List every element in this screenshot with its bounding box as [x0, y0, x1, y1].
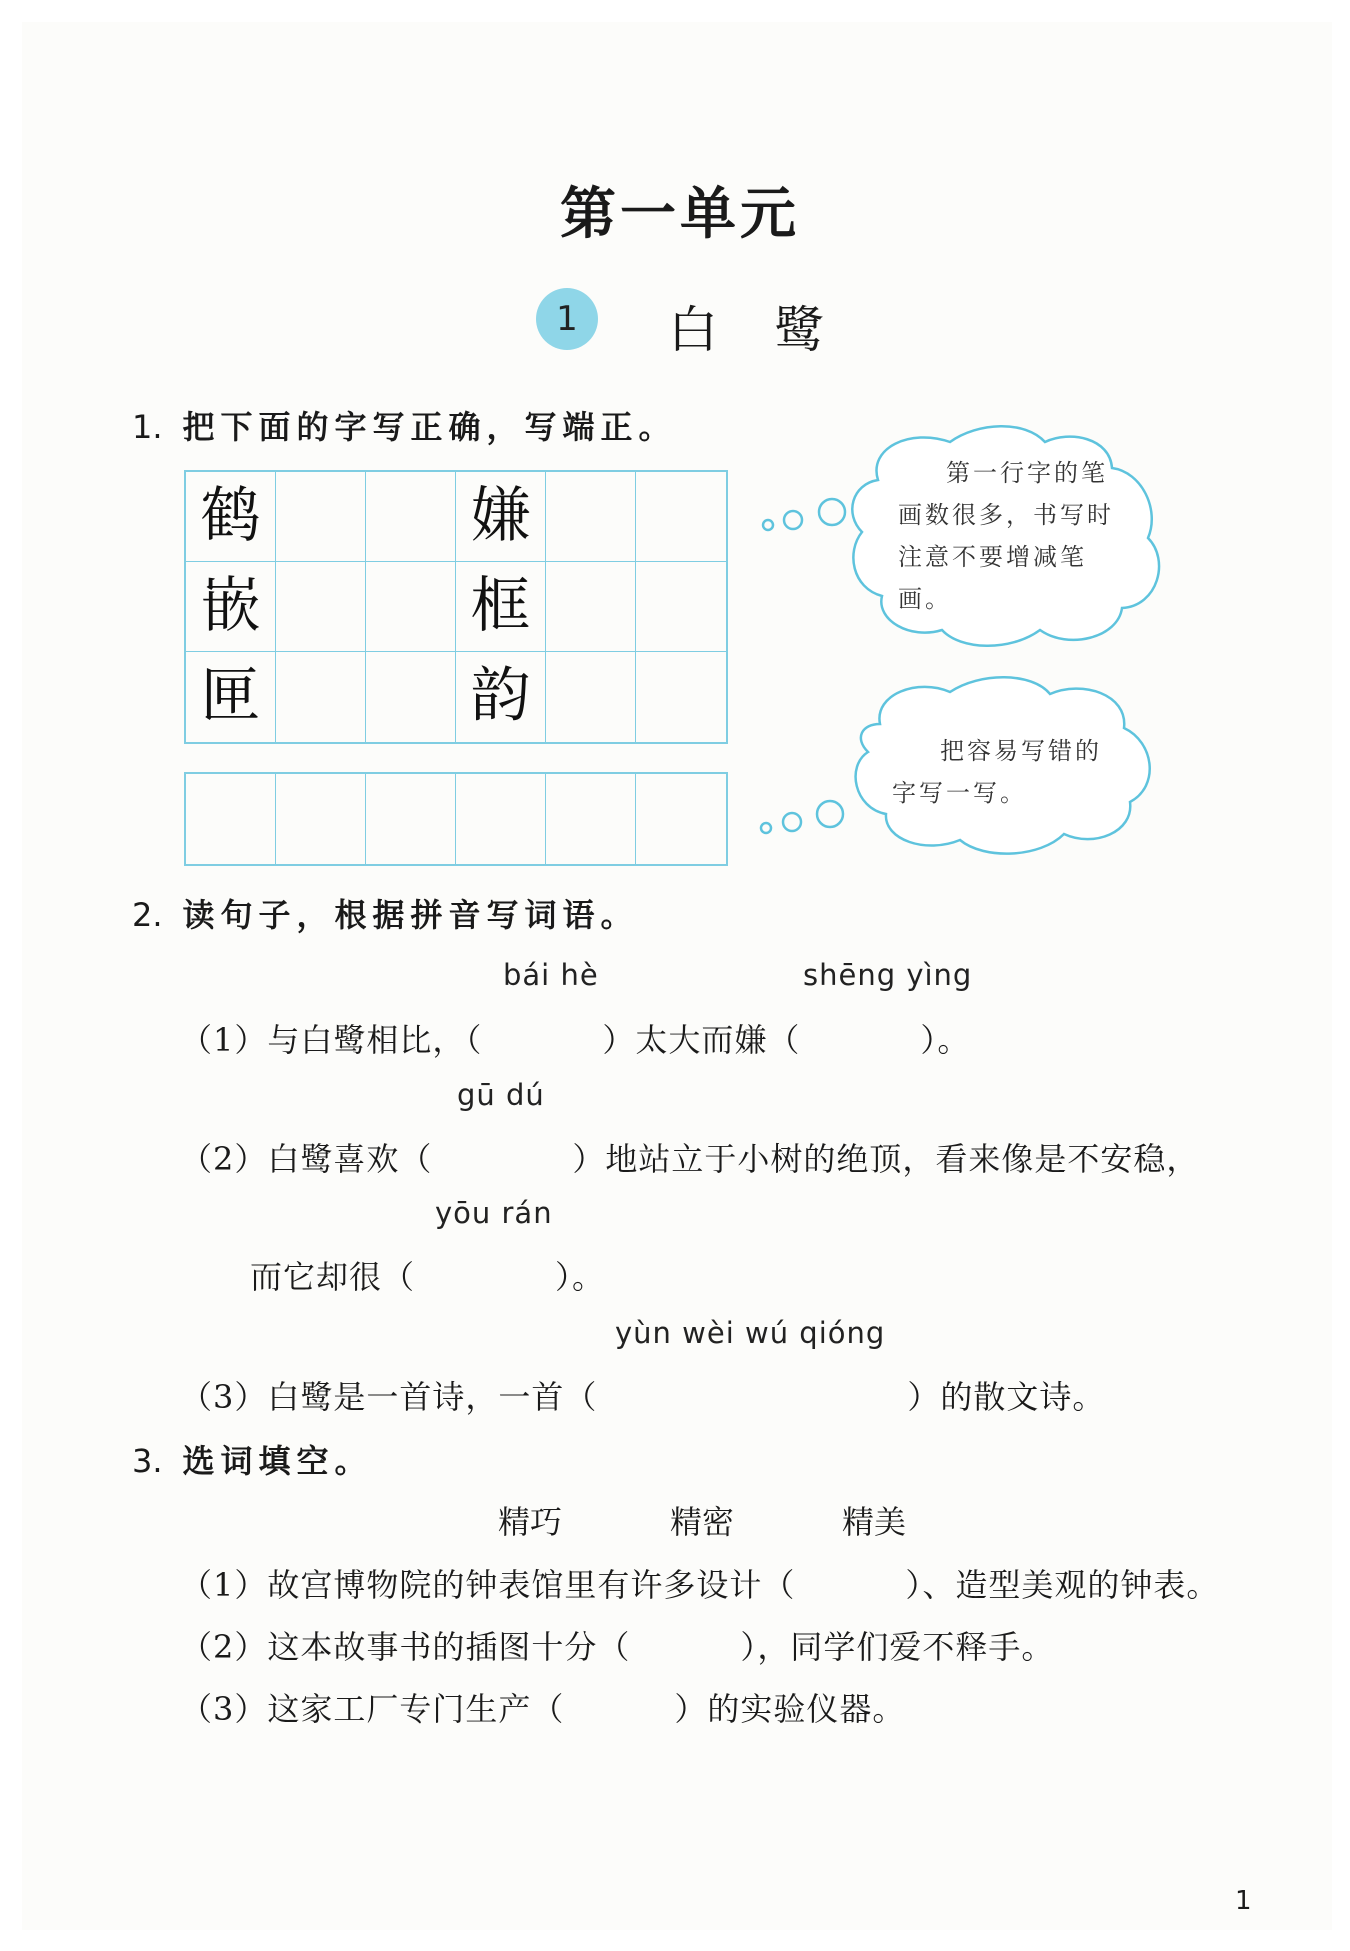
lesson-number-badge: 1	[536, 288, 598, 350]
word-option-1: 精巧	[498, 1503, 563, 1541]
practice-grid-cell[interactable]	[366, 774, 456, 864]
grid-cell[interactable]: 嵌	[186, 562, 276, 652]
grid-cell[interactable]: 匣	[186, 652, 276, 742]
pinyin-you-ran: yōu rán	[435, 1196, 553, 1230]
sentence-text: ）、造型美观的钟表。	[905, 1566, 1220, 1604]
sentence-2-2-continued	[250, 1252, 605, 1298]
word-option-2: 精密	[670, 1503, 735, 1541]
question-3-heading	[132, 1436, 373, 1482]
sentence-text: ）。	[555, 1258, 606, 1296]
sentence-text: （2）白鹭喜欢（	[180, 1140, 433, 1178]
grid-cell[interactable]	[636, 472, 726, 562]
sentence-text: ）的散文诗。	[907, 1378, 1106, 1416]
grid-cell[interactable]	[636, 562, 726, 652]
question-text: 选词填空。	[182, 1442, 373, 1480]
sentence-2-2	[180, 1134, 1199, 1180]
grid-cell[interactable]: 框	[456, 562, 546, 652]
sentence-text: 而它却很（	[250, 1258, 416, 1296]
grid-cell[interactable]	[546, 652, 636, 742]
sentence-text: ），同学们爱不释手。	[740, 1628, 1055, 1666]
sentence-text: （3）这家工厂专门生产（	[180, 1690, 565, 1728]
grid-cell[interactable]	[366, 472, 456, 562]
practice-grid-cell[interactable]	[186, 774, 276, 864]
character-writing-grid	[184, 470, 728, 744]
question-text: 读句子，根据拼音写词语。	[182, 896, 639, 934]
practice-grid-cell[interactable]	[456, 774, 546, 864]
sentence-2-3	[180, 1372, 1105, 1418]
sentence-2-1	[180, 1015, 970, 1061]
grid-cell[interactable]	[366, 652, 456, 742]
lesson-title: 白鹭	[668, 301, 880, 359]
sentence-text: （2）这本故事书的插图十分（	[180, 1628, 631, 1666]
sentence-text: ）地站立于小树的绝顶，看来像是不安稳，	[572, 1140, 1200, 1178]
sentence-text: （1）与白鹭相比，（	[180, 1021, 483, 1059]
practice-writing-grid	[184, 772, 728, 866]
question-number: 2.	[132, 896, 163, 934]
page-number: 1	[1235, 1886, 1252, 1916]
grid-cell[interactable]	[546, 472, 636, 562]
grid-cell[interactable]	[276, 562, 366, 652]
sentence-text: （1）故宫博物院的钟表馆里有许多设计（	[180, 1566, 796, 1604]
grid-cell[interactable]	[546, 562, 636, 652]
sentence-3-1	[180, 1560, 1219, 1606]
grid-cell[interactable]	[636, 652, 726, 742]
tip-text-2: 把容易写错的字写一写。	[892, 737, 1102, 807]
question-2-heading	[132, 890, 639, 936]
pinyin-bai-he: bái hè	[503, 958, 599, 992]
question-number: 3.	[132, 1442, 163, 1480]
sentence-text: ）。	[920, 1021, 971, 1059]
grid-cell[interactable]: 鹤	[186, 472, 276, 562]
grid-cell[interactable]	[276, 472, 366, 562]
grid-cell[interactable]	[366, 562, 456, 652]
sentence-text: ）的实验仪器。	[674, 1690, 906, 1728]
word-option-3: 精美	[842, 1503, 907, 1541]
sentence-text: ）太大而嫌（	[602, 1021, 801, 1059]
sentence-text: （3）白鹭是一首诗，一首（	[180, 1378, 598, 1416]
pinyin-sheng-ying: shēng yìng	[803, 958, 973, 992]
question-text: 把下面的字写正确，写端正。	[182, 408, 677, 446]
grid-cell[interactable]: 韵	[456, 652, 546, 742]
question-1-heading	[132, 402, 677, 448]
practice-grid-cell[interactable]	[546, 774, 636, 864]
practice-grid-cell[interactable]	[636, 774, 726, 864]
pinyin-gu-du: gū dú	[457, 1078, 545, 1112]
sentence-3-3	[180, 1684, 905, 1730]
question-number: 1.	[132, 408, 163, 446]
grid-cell[interactable]	[276, 652, 366, 742]
grid-cell[interactable]: 嫌	[456, 472, 546, 562]
tip-text-1: 第一行字的笔画数很多，书写时注意不要增减笔画。	[898, 459, 1114, 613]
practice-grid-cell[interactable]	[276, 774, 366, 864]
unit-title: 第一单元	[560, 181, 800, 247]
pinyin-yun-wei-wu-qiong: yùn wèi wú qióng	[615, 1316, 886, 1350]
sentence-3-2	[180, 1622, 1054, 1668]
